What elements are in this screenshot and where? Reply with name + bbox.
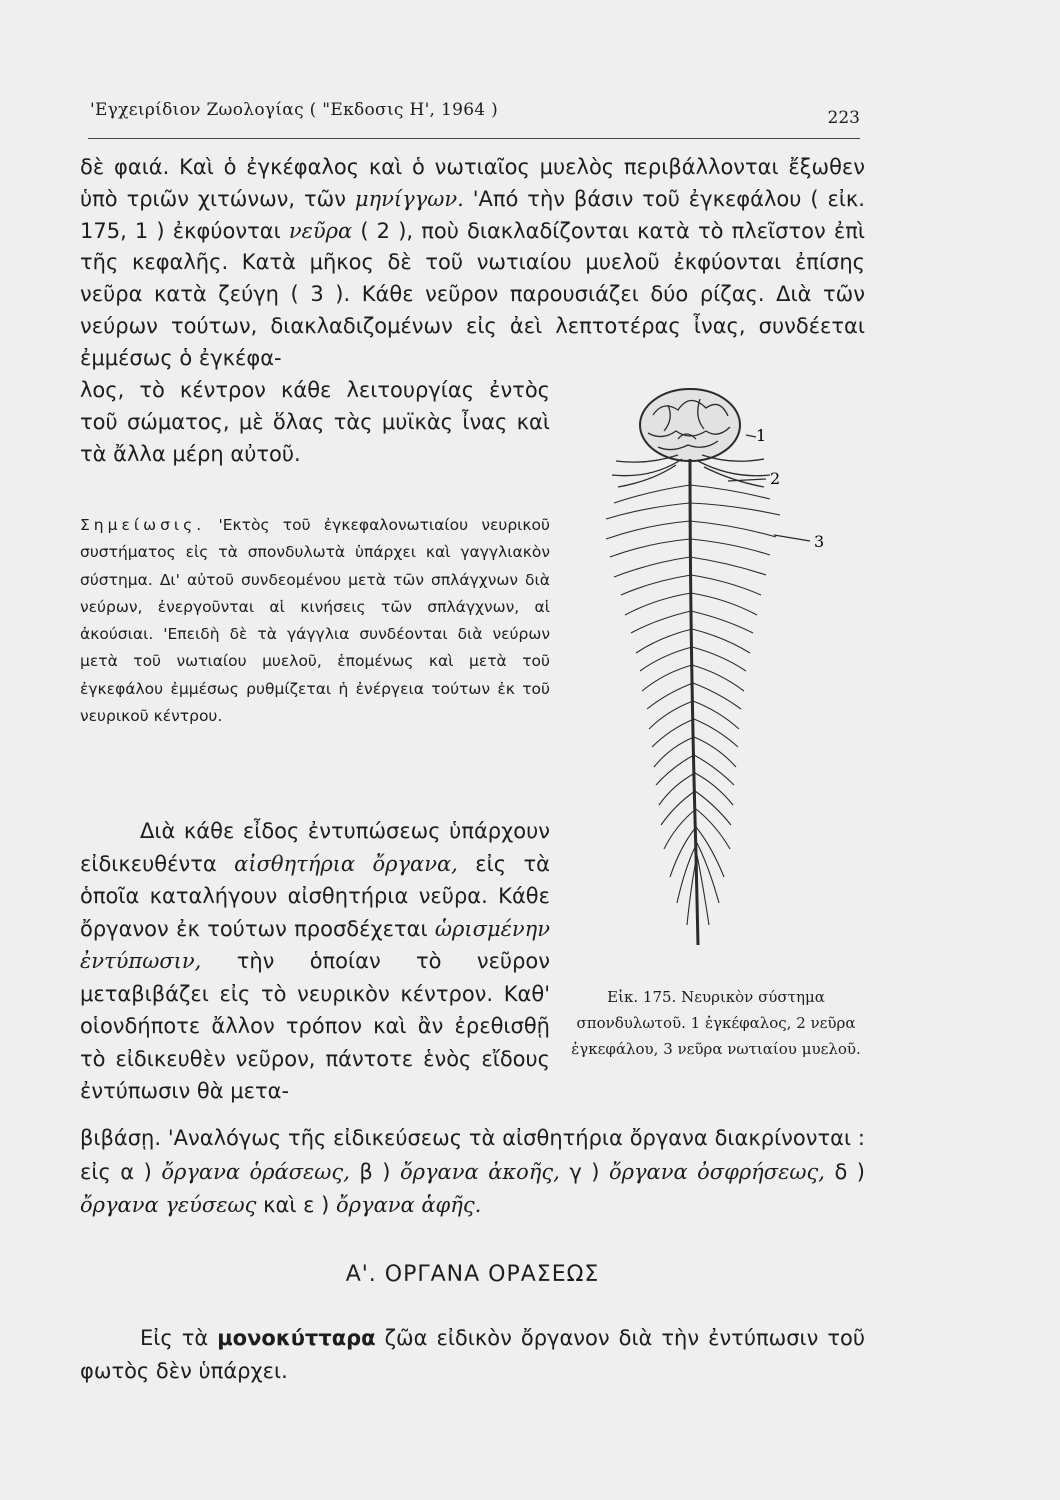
senses-text-2: εἰς τὰ ὁποῖα καταλήγουν αἰσθητήρια νεῦρα. Κάθε ὄργανον ἐκ τούτων προσδέχεται xyxy=(80,851,550,941)
note-label: Σημείωσις. xyxy=(80,516,206,534)
term-meninges: μηνίγγων. xyxy=(354,186,464,211)
organ-vision: ὄργανα ὁράσεως, xyxy=(161,1159,350,1184)
organ-smell: ὄργανα ὀσφρήσεως, xyxy=(608,1159,825,1184)
senses-text-1: Διὰ κάθε εἶδος ἐντυπώσεως ὑπάρχουν εἰδικευθέντα xyxy=(80,819,550,876)
section-title: Α'. ΟΡΓΑΝΑ ΟΡΑΣΕΩΣ xyxy=(345,1262,600,1287)
figure-label-2: 2 xyxy=(770,469,781,488)
organ-types-text-d: δ ) xyxy=(834,1159,865,1184)
organ-types-text-a: βιβάσῃ. 'Αναλόγως τῆς εἰδικεύσεως τὰ αἰσθητήρια ὄργανα διακρίνονται : εἰς α ) xyxy=(80,1126,865,1184)
figure-label-3: 3 xyxy=(814,532,825,551)
organ-types-text-e: καὶ ε ) xyxy=(263,1193,330,1217)
paragraph-last xyxy=(80,1322,865,1388)
note-body: 'Εκτὸς τοῦ ἐγκεφαλονωτιαίου νευρικοῦ συστήματος εἰς τὰ σπονδυλωτὰ ὑπάρχει καὶ γαγγλιακὸν σύστημα. Δι' αὐτοῦ συνδεομένου μετὰ τῶν σπλάγχνων διὰ νεύρων, ἐνεργοῦνται αἱ κινήσεις τῶν σπλάγχνων, αἱ ἀκούσιαι. 'Επειδὴ δὲ τὰ γάγγλια συνδέονται διὰ νεύρων μετὰ τοῦ νωτιαίου μυελοῦ, ἑπομένως καὶ μετὰ τοῦ ἐγκεφάλου ἐμμέσως ρυθμίζεται ἡ ἐνέργεια τούτων ἐκ τοῦ νευρικοῦ κέντρου. xyxy=(80,516,550,726)
paragraph-top xyxy=(80,152,865,375)
term-specific-impression: ὡρισμένην ἐντύπωσιν, xyxy=(80,916,550,973)
page-number: 223 xyxy=(827,108,860,128)
term-unicellular: μονοκύτταρα xyxy=(217,1326,376,1350)
paragraph-top-text-2: 'Από τὴν βάσιν τοῦ ἐγκεφάλου ( εἰκ. 175, 1 ) ἐκφύονται xyxy=(80,186,865,243)
last-text-b: ζῶα εἰδικὸν ὄργανον διὰ τὴν ἐντύπωσιν τοῦ φωτὸς δὲν ὑπάρχει. xyxy=(80,1326,865,1383)
running-header xyxy=(90,96,860,136)
organ-types-text-c: γ ) xyxy=(569,1159,600,1184)
brain-shape xyxy=(640,389,740,461)
note-block xyxy=(80,512,550,730)
figure-label-1: 1 xyxy=(756,426,767,445)
nervous-system-illustration xyxy=(578,385,838,985)
organ-taste: ὄργανα γεύσεως xyxy=(80,1193,257,1217)
organ-touch: ὄργανα ἁφῆς. xyxy=(336,1193,482,1217)
header-rule xyxy=(88,138,860,139)
term-nerves: νεῦρα xyxy=(288,218,353,243)
figure-caption: Εἰκ. 175. Νευρικὸν σύστημα σπονδυλωτοῦ. 1 ἐγκέφαλος, 2 νεῦρα ἐγκεφάλου, 3 νεῦρα νωτιαίου μυελοῦ. xyxy=(571,988,861,1058)
organ-types-text-b: β ) xyxy=(359,1159,391,1184)
paragraph-senses xyxy=(80,815,550,1108)
senses-text-3: τὴν ὁποίαν τὸ νεῦρον μεταβιβάζει εἰς τὸ νευρικὸν κέντρον. Καθ' οἱονδήποτε ἄλλον τρόπον καὶ ἂν ἐρεθισθῇ τὸ εἰδικευθὲν νεῦρον, πάντοτε ἑνὸς εἴδους ἐντύπωσιν θὰ μετα- xyxy=(80,949,550,1103)
running-title: 'Εγχειρίδιον Ζωολογίας ( "Εκδοσις Η', 1964 ) xyxy=(90,100,499,120)
paragraph-organ-types xyxy=(80,1122,865,1223)
term-sense-organs: αἰσθητήρια ὄργανα, xyxy=(234,851,458,876)
paragraph-top-text-3: ( 2 ), ποὺ διακλαδίζονται κατὰ τὸ πλεῖστον ἐπὶ τῆς κεφαλῆς. Κατὰ μῆκος δὲ τοῦ νωτιαίου μυελοῦ ἐκφύονται ἐπίσης νεῦρα κατὰ ζεύγη ( 3 ). Κάθε νεῦρον παρουσιάζει δύο ρίζας. Διὰ τῶν νεύρων τούτων, διακλαδιζομένων εἰς ἀεὶ λεπτοτέρας ἶνας, συνδέεται ἐμμέσως ὁ ἐγκέφα- xyxy=(80,218,865,370)
last-text-a: Εἰς τὰ xyxy=(140,1326,209,1350)
organ-hearing: ὄργανα ἀκοῆς, xyxy=(400,1159,560,1184)
paragraph-left-continuation: λος, τὸ κέντρον κάθε λειτουργίας ἐντὸς τοῦ σώματος, μὲ ὅλας τὰς μυϊκὰς ἶνας καὶ τὰ ἄλλα μέρη αὐτοῦ. xyxy=(80,378,550,466)
paragraph-top-text-1: δὲ φαιά. Καὶ ὁ ἐγκέφαλος καὶ ὁ νωτιαῖος μυελὸς περιβάλλονται ἔξωθεν ὑπὸ τριῶν χιτώνων, τῶν xyxy=(80,155,865,211)
